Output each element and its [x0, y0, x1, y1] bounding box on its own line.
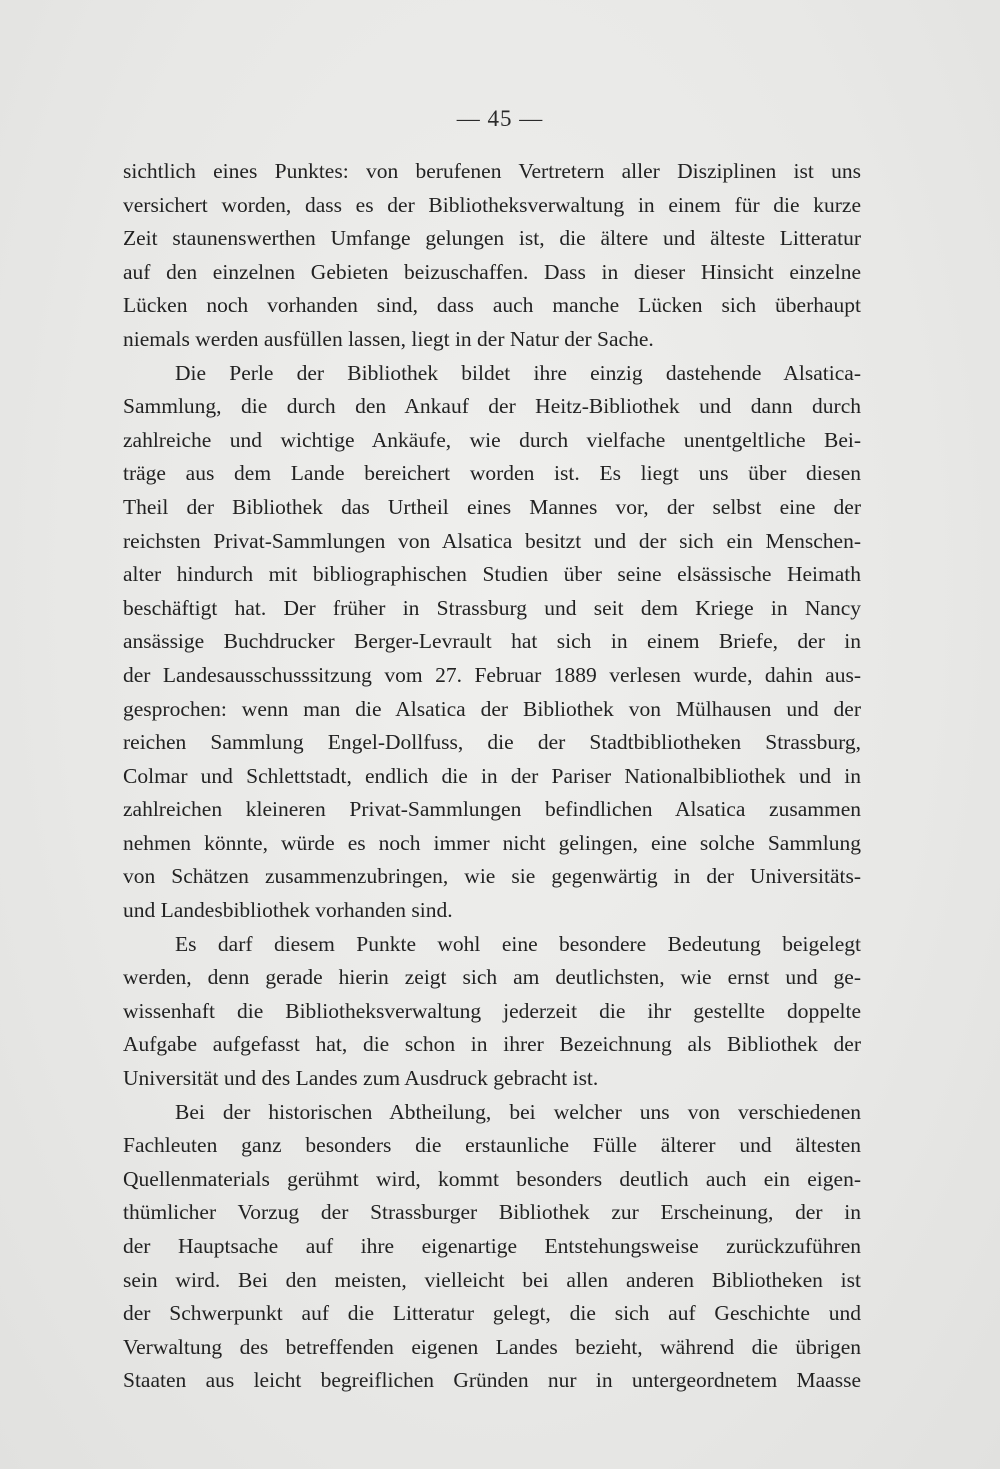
text-line: und Landesbibliothek vorhanden sind.: [123, 898, 453, 923]
text-line: der Landesausschusssitzung vom 27. Februar 1889 verlesen wurde, dahin aus-: [123, 662, 861, 687]
text-line: werden, denn gerade hierin zeigt sich am deutlichsten, wie ernst und ge-: [123, 965, 861, 990]
text-line: niemals werden ausfüllen lassen, liegt in der Natur der Sache.: [123, 326, 654, 351]
text-line: Aufgabe aufgefasst hat, die schon in ihrer Bezeichnung als Bibliothek der: [123, 1032, 861, 1057]
text-line: Colmar und Schlettstadt, endlich die in der Pariser Nationalbibliothek und in: [123, 763, 861, 788]
text-line: nehmen könnte, würde es noch immer nicht gelingen, eine solche Sammlung: [123, 830, 861, 855]
text-line: auf den einzelnen Gebieten beizuschaffen. Dass in dieser Hinsicht einzelne: [123, 259, 861, 284]
text-line: zahlreiche und wichtige Ankäufe, wie durch vielfache unentgeltliche Bei-: [123, 427, 861, 452]
text-line: wissenhaft die Bibliotheksverwaltung jederzeit die ihr gestellte doppelte: [123, 998, 861, 1023]
text-line: Sammlung, die durch den Ankauf der Heitz-Bibliothek und dann durch: [123, 394, 861, 419]
text-line: Universität und des Landes zum Ausdruck gebracht ist.: [123, 1066, 599, 1091]
text-line: alter hindurch mit bibliographischen Studien über seine elsässische Heimath: [123, 562, 861, 587]
text-line: der Hauptsache auf ihre eigenartige Entstehungsweise zurückzuführen: [123, 1234, 861, 1258]
body-text: [123, 155, 861, 1398]
text-line: Bei der historischen Abtheilung, bei welcher uns von verschiedenen: [175, 1099, 861, 1124]
page-number: — 45 —: [456, 106, 544, 131]
text-line: Verwaltung des betreffenden eigenen Landes bezieht, während die übrigen: [123, 1334, 861, 1359]
text-line: sein wird. Bei den meisten, vielleicht bei allen anderen Bibliotheken ist: [123, 1267, 861, 1292]
text-line: reichsten Privat-Sammlungen von Alsatica besitzt und der sich ein Menschen-: [123, 528, 861, 553]
text-line: Lücken noch vorhanden sind, dass auch manche Lücken sich überhaupt: [123, 293, 861, 318]
text-line: Zeit staunenswerthen Umfange gelungen ist, die ältere und älteste Litteratur: [123, 226, 861, 251]
text-line: gesprochen: wenn man die Alsatica der Bibliothek von Mülhausen und der: [123, 696, 861, 721]
text-line: Die Perle der Bibliothek bildet ihre einzig dastehende Alsatica-: [175, 360, 861, 385]
text-line: Es darf diesem Punkte wohl eine besondere Bedeutung beigelegt: [175, 931, 861, 956]
text-line: versichert worden, dass es der Bibliotheksverwaltung in einem für die kurze: [123, 192, 861, 217]
text-line: ansässige Buchdrucker Berger-Levrault hat sich in einem Briefe, der in: [123, 629, 861, 654]
text-line: zahlreichen kleineren Privat-Sammlungen befindlichen Alsatica zusammen: [123, 797, 861, 822]
text-line: reichen Sammlung Engel-Dollfuss, die der Stadtbibliotheken Strassburg,: [123, 730, 861, 755]
text-line: Quellenmaterials gerühmt wird, kommt besonders deutlich auch ein eigen-: [123, 1166, 861, 1191]
text-line: Staaten aus leicht begreiflichen Gründen nur in untergeordnetem Maasse: [123, 1368, 861, 1393]
text-line: beschäftigt hat. Der früher in Strassburg und seit dem Kriege in Nancy: [123, 595, 861, 620]
text-line: der Schwerpunkt auf die Litteratur gelegt, die sich auf Geschichte und: [123, 1301, 861, 1326]
text-line: Theil der Bibliothek das Urtheil eines Mannes vor, der selbst eine der: [123, 494, 861, 519]
text-line: träge aus dem Lande bereichert worden ist. Es liegt uns über diesen: [123, 461, 861, 486]
text-line: sichtlich eines Punktes: von berufenen Vertretern aller Disziplinen ist uns: [123, 159, 861, 183]
text-line: von Schätzen zusammenzubringen, wie sie gegenwärtig in der Universitäts-: [123, 864, 861, 889]
text-line: thümlicher Vorzug der Strassburger Bibliothek zur Erscheinung, der in: [123, 1200, 861, 1225]
text-line: Fachleuten ganz besonders die erstaunliche Fülle älterer und ältesten: [123, 1133, 861, 1158]
